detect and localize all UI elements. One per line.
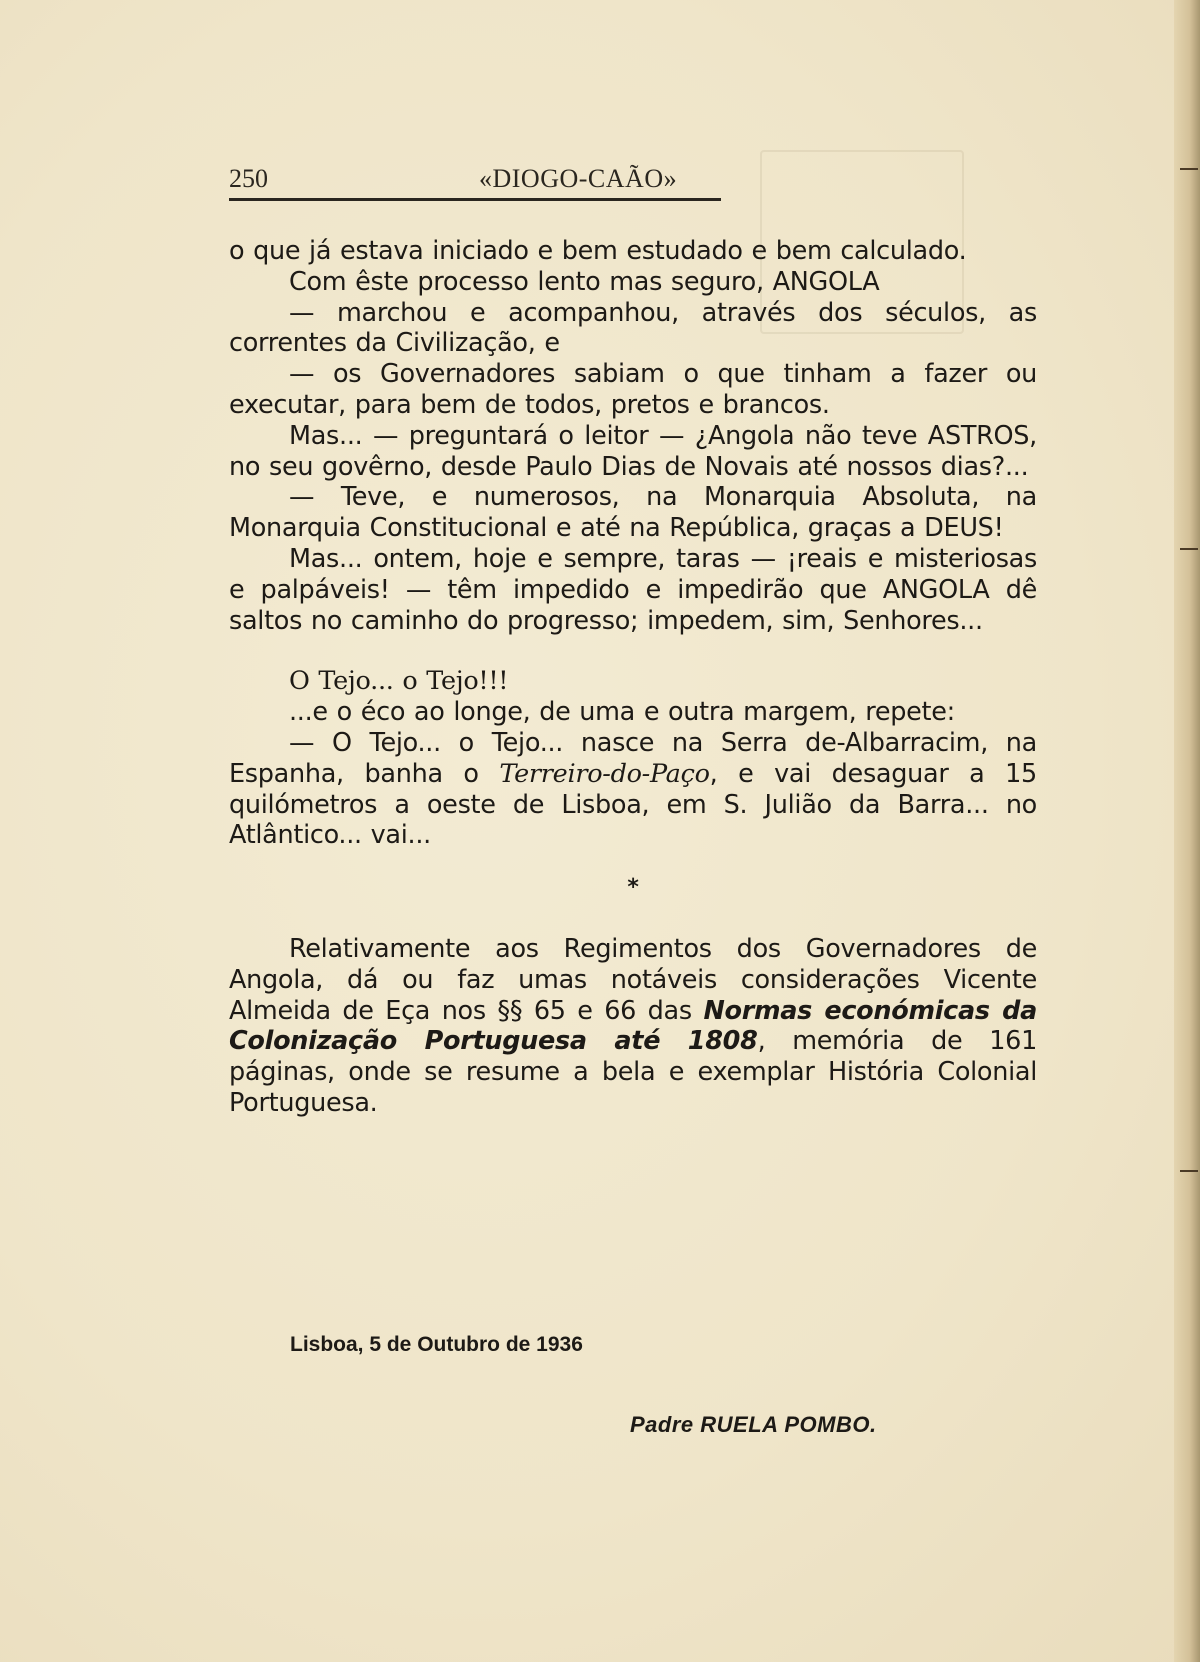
section-gap <box>229 636 1037 666</box>
edge-mark <box>1180 1170 1198 1172</box>
final-text: , memória de 161 páginas, onde se resume a bela e exemplar História Colonial Portuguesa. <box>229 1026 1037 1118</box>
italic-place-name: Terreiro-do-Paço <box>499 758 710 789</box>
tejo-text: , e vai desaguar a 15 quilómetros a oeste de Lisboa, em S. Julião da Barra... no Atlântico... vai... <box>229 758 1037 851</box>
dateline: Lisboa, 5 de Outubro de 1936 <box>290 1333 583 1356</box>
paragraph: Mas... — preguntará o leitor — ¿Angola não teve ASTROS, no seu govêrno, desde Paulo Dias de Novais até nossos dias?... <box>229 420 1037 482</box>
body-text <box>229 236 1037 1119</box>
header-rule <box>229 198 721 201</box>
edge-mark <box>1180 168 1198 170</box>
signature: Padre RUELA POMBO. <box>630 1412 877 1437</box>
paragraph: Mas... ontem, hoje e sempre, taras — ¡reais e misteriosas e palpáveis! — têm impedido e impedirão que ANGOLA dê saltos no caminho do progresso; impedem, sim, Senhores... <box>229 543 1037 636</box>
page-number: 250 <box>229 164 268 193</box>
page-edge <box>1174 0 1200 1662</box>
running-title: «DIOGO-CAÃO» <box>479 164 678 193</box>
paragraph: — Teve, e numerosos, na Monarquia Absoluta, na Monarquia Constitucional e até na República, graças a DEUS! <box>229 482 1037 544</box>
paragraph: — marchou e acompanhou, através dos séculos, as correntes da Civilização, e <box>229 297 1037 359</box>
paragraph: o que já estava iniciado e bem estudado e bem calculado. <box>229 236 967 266</box>
tejo-text: — O Tejo... o Tejo... nasce na Serra de-Albarracim, na Espanha, banha o <box>229 727 1037 789</box>
final-text: Relativamente aos Regimentos dos Governadores de Angola, dá ou faz umas notáveis considerações Vicente Almeida de Eça nos §§ 65 e 66 das <box>229 933 1037 1026</box>
edge-mark <box>1180 548 1198 550</box>
section-separator: * <box>627 875 639 901</box>
tejo-paragraph <box>229 728 1037 851</box>
tejo-line: ...e o éco ao longe, de uma e outra margem, repete: <box>289 697 955 728</box>
italic-book-title: Normas económicas da Colonização Portuguesa até 1808 <box>229 995 1037 1057</box>
paragraph: — os Governadores sabiam o que tinham a fazer ou executar, para bem de todos, pretos e brancos. <box>229 359 1037 420</box>
tejo-line: O Tejo... o Tejo!!! <box>289 666 509 697</box>
paragraph: Com êste processo lento mas seguro, ANGOLA <box>289 266 880 297</box>
final-paragraph <box>229 934 1037 1119</box>
section-gap <box>229 914 1037 934</box>
